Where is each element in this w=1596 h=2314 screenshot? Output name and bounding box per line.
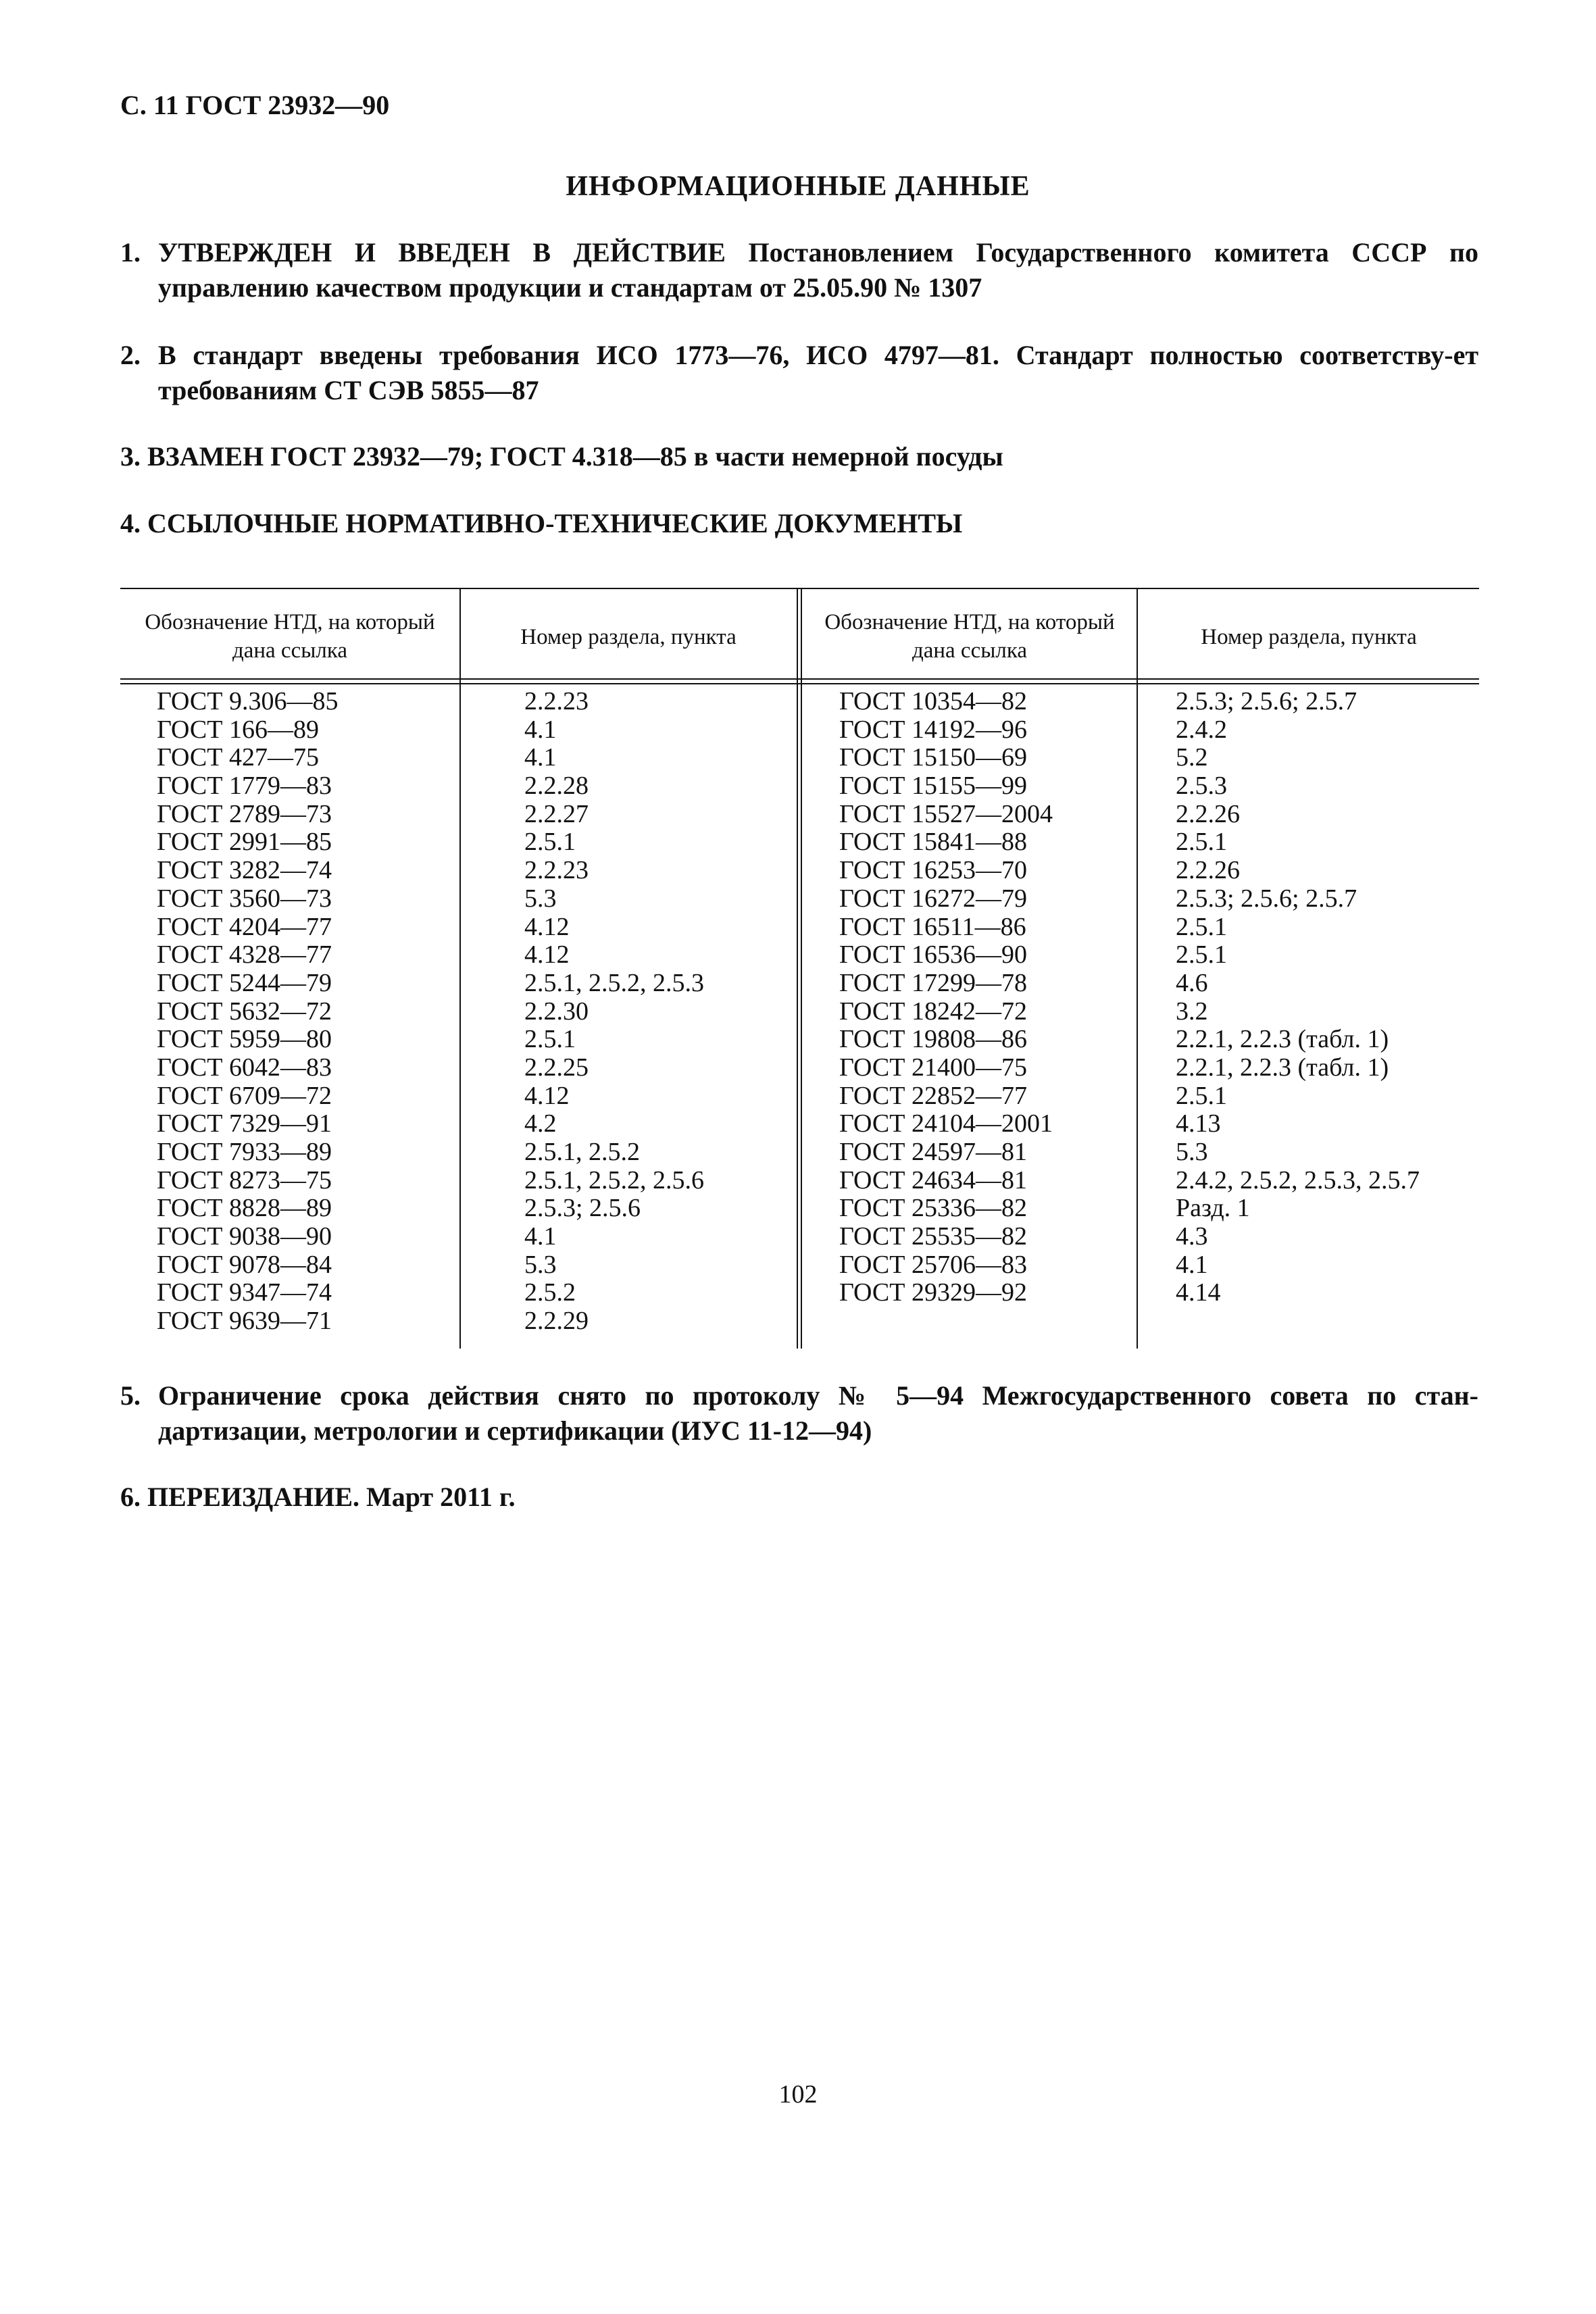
item-number: 6. <box>120 1482 141 1512</box>
table-cell: ГОСТ 16536—90 <box>839 940 1027 970</box>
table-cell: ГОСТ 17299—78 <box>839 968 1027 997</box>
table-cell: ГОСТ 9347—74 <box>157 1278 332 1307</box>
item-text <box>120 506 962 541</box>
table-cell: 2.5.1 <box>1176 828 1227 857</box>
table-cell: ГОСТ 25336—82 <box>839 1194 1027 1223</box>
table-cell: 5.3 <box>524 884 557 913</box>
table-cell: 4.3 <box>1176 1222 1208 1251</box>
table-cell: ГОСТ 29329—92 <box>839 1278 1027 1307</box>
table-column-doc-left <box>157 688 339 1336</box>
table-cell: ГОСТ 25706—83 <box>839 1250 1027 1279</box>
table-column-doc-right <box>839 688 1053 1307</box>
table-cell: 2.5.1 <box>1176 912 1227 941</box>
table-cell: ГОСТ 15150—69 <box>839 743 1027 772</box>
info-item-1 <box>120 235 1478 309</box>
table-cell: 5.3 <box>1176 1138 1208 1166</box>
info-item-6 <box>120 1480 1478 1517</box>
table-cell: 2.5.1 <box>524 828 576 857</box>
table-cell: 4.12 <box>524 912 570 941</box>
table-cell: 2.2.1, 2.2.3 (табл. 1) <box>1176 1025 1389 1054</box>
table-cell: 4.1 <box>524 715 557 744</box>
table-cell: ГОСТ 9078—84 <box>157 1250 332 1279</box>
table-cell: ГОСТ 4328—77 <box>157 940 332 970</box>
table-cell: 2.2.23 <box>524 687 589 715</box>
item-number: 4. <box>120 508 141 538</box>
table-cell: ГОСТ 24597—81 <box>839 1138 1027 1166</box>
table-cell: 5.3 <box>524 1250 557 1279</box>
table-cell: ГОСТ 5632—72 <box>157 997 332 1026</box>
table-cell: ГОСТ 2789—73 <box>157 799 332 828</box>
table-cell: 2.5.3; 2.5.6 <box>524 1194 641 1223</box>
table-cell: 2.2.26 <box>1176 856 1240 885</box>
table-cell: ГОСТ 7329—91 <box>157 1109 332 1138</box>
table-cell: ГОСТ 25535—82 <box>839 1222 1027 1251</box>
table-cell: 2.5.1 <box>524 1025 576 1054</box>
page-title: ИНФОРМАЦИОННЫЕ ДАННЫЕ <box>566 171 1030 202</box>
table-cell: ГОСТ 3560—73 <box>157 884 332 913</box>
table-cell: ГОСТ 21400—75 <box>839 1053 1027 1082</box>
table-cell: 2.5.2 <box>524 1278 576 1307</box>
table-cell: 2.5.1 <box>1176 940 1227 970</box>
item-body: Постановлением Государственного комитета СССР по управлению качеством продукции и стандартам от 25.05.90 № 1307 <box>158 237 1478 303</box>
table-cell: 2.2.23 <box>524 856 589 885</box>
table-cell: 4.12 <box>524 1081 570 1110</box>
table-cell: 4.2 <box>524 1109 557 1138</box>
table-cell: 4.1 <box>1176 1250 1208 1279</box>
table-column-section-left <box>524 688 704 1336</box>
item-lead: ПЕРЕИЗДАНИЕ. <box>147 1482 360 1512</box>
table-cell: 4.14 <box>1176 1278 1221 1307</box>
table-cell: 2.2.30 <box>524 997 589 1026</box>
table-cell: ГОСТ 15527—2004 <box>839 799 1053 828</box>
table-cell: 2.5.3 <box>1176 772 1227 801</box>
table-divider <box>1137 588 1138 1349</box>
table-cell: ГОСТ 9639—71 <box>157 1307 332 1336</box>
item-body: Ограничение срока действия снято по протоколу № 5—94 Межгосударственного совета по стан-дартизации, метрологии и сертификации (ИУС 11-12—94) <box>158 1380 1478 1446</box>
table-cell: ГОСТ 6042—83 <box>157 1053 332 1082</box>
item-text <box>120 1480 516 1515</box>
table-divider-center <box>797 588 798 1349</box>
table-cell: ГОСТ 24104—2001 <box>839 1109 1053 1138</box>
table-rule-top <box>120 588 1479 589</box>
table-divider-center-double <box>801 588 802 1349</box>
table-divider <box>459 588 461 1349</box>
table-cell: ГОСТ 24634—81 <box>839 1165 1027 1194</box>
table-cell: 2.4.2 <box>1176 715 1227 744</box>
page-header: С. 11 ГОСТ 23932—90 <box>120 90 390 120</box>
table-cell: 2.5.3; 2.5.6; 2.5.7 <box>1176 884 1357 913</box>
table-cell: 5.2 <box>1176 743 1208 772</box>
table-cell: 4.13 <box>1176 1109 1221 1138</box>
table-cell: ГОСТ 19808—86 <box>839 1025 1027 1054</box>
table-header-section-left: Номер раздела, пункта <box>520 625 737 649</box>
table-cell: 2.2.27 <box>524 799 589 828</box>
table-cell: ГОСТ 7933—89 <box>157 1138 332 1166</box>
table-cell: 2.2.29 <box>524 1307 589 1336</box>
table-header-doc-left: Обозначение НТД, на который дана ссылка <box>145 610 435 663</box>
table-rule-header <box>120 678 1479 680</box>
table-cell: ГОСТ 10354—82 <box>839 687 1027 715</box>
table-cell: ГОСТ 3282—74 <box>157 856 332 885</box>
table-cell: ГОСТ 9038—90 <box>157 1222 332 1251</box>
item-lead: УТВЕРЖДЕН И ВВЕДЕН В ДЕЙСТВИЕ <box>158 237 726 268</box>
item-text <box>158 235 1478 305</box>
table-cell: 2.5.1 <box>1176 1081 1227 1110</box>
item-lead: ВЗАМЕН ГОСТ 23932—79; ГОСТ 4.318—85 <box>147 441 687 472</box>
table-cell: 2.5.1, 2.5.2 <box>524 1138 640 1166</box>
table-cell: 4.6 <box>1176 968 1208 997</box>
page-number: 102 <box>778 2080 818 2109</box>
table-cell: 2.2.1, 2.2.3 (табл. 1) <box>1176 1053 1389 1082</box>
table-cell: ГОСТ 16253—70 <box>839 856 1027 885</box>
table-cell: ГОСТ 2991—85 <box>157 828 332 857</box>
info-item-4 <box>120 506 1478 544</box>
reference-documents-table <box>120 588 1479 1349</box>
table-cell: ГОСТ 15155—99 <box>839 772 1027 801</box>
table-header-section-right: Номер раздела, пункта <box>1201 625 1417 649</box>
table-cell: ГОСТ 5959—80 <box>157 1025 332 1054</box>
table-cell: 2.4.2, 2.5.2, 2.5.3, 2.5.7 <box>1176 1165 1420 1194</box>
table-cell: 3.2 <box>1176 997 1208 1026</box>
table-cell: ГОСТ 16272—79 <box>839 884 1027 913</box>
item-text <box>120 439 1003 474</box>
table-cell: Разд. 1 <box>1176 1194 1250 1223</box>
item-number: 1. <box>120 237 141 268</box>
table-cell: ГОСТ 8273—75 <box>157 1165 332 1194</box>
table-column-section-right <box>1176 688 1420 1307</box>
item-body: Март 2011 г. <box>366 1482 516 1512</box>
table-cell: 2.2.28 <box>524 772 589 801</box>
table-cell: ГОСТ 14192—96 <box>839 715 1027 744</box>
info-item-5 <box>120 1378 1478 1453</box>
table-cell: 2.2.26 <box>1176 799 1240 828</box>
table-cell: ГОСТ 8828—89 <box>157 1194 332 1223</box>
item-number: 2. <box>120 340 141 370</box>
table-cell: ГОСТ 1779—83 <box>157 772 332 801</box>
item-body: в части немерной посуды <box>693 441 1003 472</box>
item-number: 5. <box>120 1380 141 1411</box>
table-cell: 4.1 <box>524 1222 557 1251</box>
table-cell: 2.2.25 <box>524 1053 589 1082</box>
table-cell: ГОСТ 18242—72 <box>839 997 1027 1026</box>
table-cell: ГОСТ 22852—77 <box>839 1081 1027 1110</box>
table-cell: ГОСТ 166—89 <box>157 715 319 744</box>
item-lead: ССЫЛОЧНЫЕ НОРМАТИВНО-ТЕХНИЧЕСКИЕ ДОКУМЕНТЫ <box>147 508 963 538</box>
table-cell: 2.5.3; 2.5.6; 2.5.7 <box>1176 687 1357 715</box>
info-item-2 <box>120 338 1478 412</box>
info-item-3 <box>120 439 1478 477</box>
table-cell: ГОСТ 15841—88 <box>839 828 1027 857</box>
item-number: 3. <box>120 441 141 472</box>
table-cell: ГОСТ 9.306—85 <box>157 687 339 715</box>
table-cell: ГОСТ 16511—86 <box>839 912 1026 941</box>
table-cell: ГОСТ 6709—72 <box>157 1081 332 1110</box>
table-cell: 2.5.1, 2.5.2, 2.5.3 <box>524 968 704 997</box>
item-body: В стандарт введены требования ИСО 1773—76, ИСО 4797—81. Стандарт полностью соответству-ет требованиям СТ СЭВ 5855—87 <box>158 340 1478 405</box>
table-cell: 4.12 <box>524 940 570 970</box>
table-cell: ГОСТ 427—75 <box>157 743 319 772</box>
table-cell: ГОСТ 4204—77 <box>157 912 332 941</box>
table-cell: ГОСТ 5244—79 <box>157 968 332 997</box>
table-cell: 2.5.1, 2.5.2, 2.5.6 <box>524 1165 704 1194</box>
table-cell: 4.1 <box>524 743 557 772</box>
table-header-doc-right: Обозначение НТД, на который дана ссылка <box>824 610 1115 663</box>
table-rule-header-double <box>120 683 1479 684</box>
